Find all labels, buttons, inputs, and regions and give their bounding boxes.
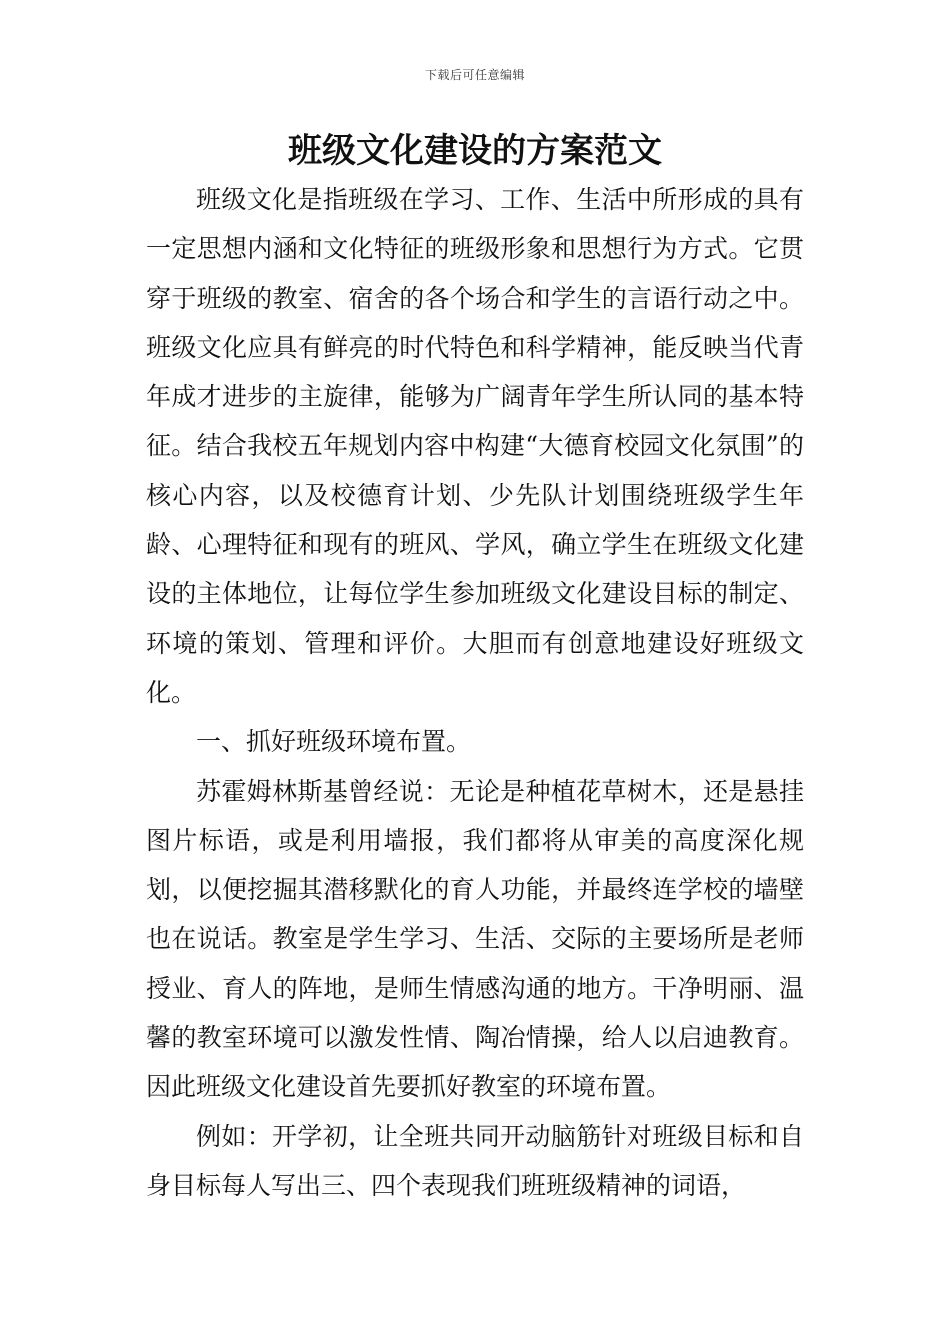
page-title: 班级文化建设的方案范文 [288, 131, 662, 171]
document-body [146, 175, 804, 1210]
header-note: 下载后可任意编辑 [424, 68, 525, 82]
paragraph-example: 例如：开学初，让全班共同开动脑筋针对班级目标和自身目标每人写出三、四个表现我们班班级精神的词语， [146, 1121, 804, 1200]
paragraph-intro: 班级文化是指班级在学习、工作、生活中所形成的具有一定思想内涵和文化特征的班级形象和思想行为方式。它贯穿于班级的教室、宿舍的各个场合和学生的言语行动之中。班级文化应具有鲜亮的时代特色和科学精神，能反映当代青年成才进步的主旋律，能够为广阔青年学生所认同的基本特征。结合我校五年规划内容中构建“大德育校园文化氛围”的核心内容，以及校德育计划、少先队计划围绕班级学生年龄、心理特征和现有的班风、学风，确立学生在班级文化建设的主体地位，让每位学生参加班级文化建设目标的制定、环境的策划、管理和评价。大胆而有创意地建设好班级文化。 [146, 185, 804, 707]
section-heading-1: 一、抓好班级环境布置。 [196, 727, 472, 757]
paragraph-quote: 苏霍姆林斯基曾经说：无论是种植花草树木，还是悬挂图片标语，或是利用墙报，我们都将从审美的高度深化规划，以便挖掘其潜移默化的育人功能，并最终连学校的墙壁也在说话。教室是学生学习、生活、交际的主要场所是老师授业、育人的阵地，是师生情感沟通的地方。干净明丽、温馨的教室环境可以激发性情、陶冶情操，给人以启迪教育。因此班级文化建设首先要抓好教室的环境布置。 [146, 776, 804, 1102]
